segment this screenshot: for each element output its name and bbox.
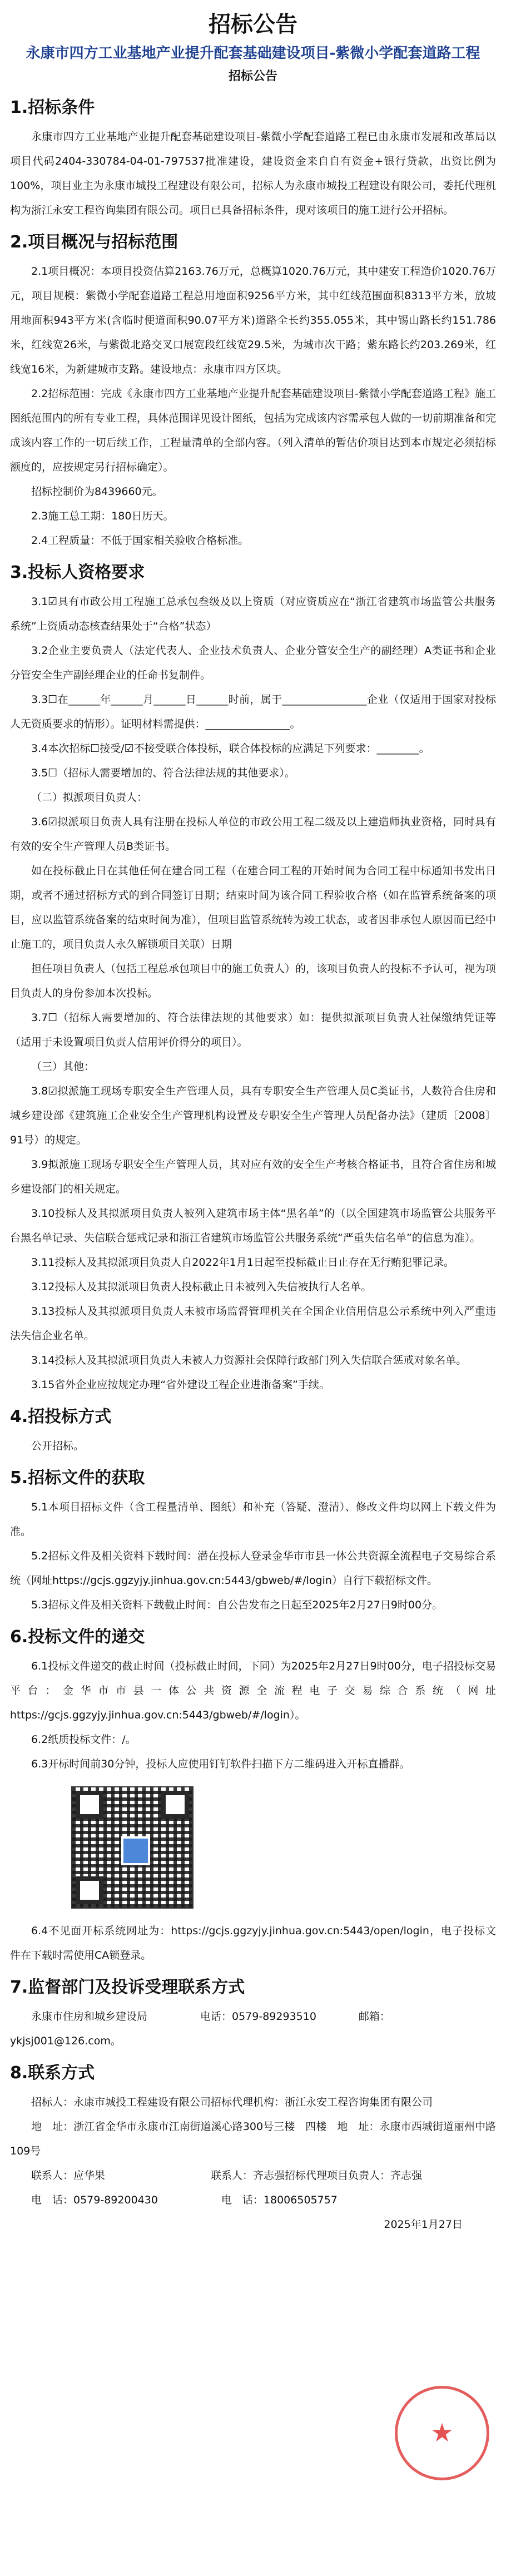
req-3-7: 3.7☐（招标人需要增加的、符合法律法规的其他要求）如：提供拟派项目负责人社保缴纳凭证等（适用于未设置项目负责人信用评价得分的项目）。 [10,1012,496,1048]
req-3-6-note2: 担任项目负责人（包括工程总承包项目中的施工负责人）的，该项目负责人的投标不予认可，视为项目负责人的身份参加本次投标。 [10,963,497,999]
contact-phone: 电 话：0579-89200430 电 话：18006505757 [31,2194,338,2206]
section-7-heading: 7.监督部门及投诉受理联系方式 [10,1978,245,1997]
section-1-text: 永康市四方工业基地产业提升配套基础建设项目-紫微小学配套道路工程已由永康市发展和改革局以项目代码2404-330784-04-01-797537批准建设，建设资金来自自有资金+银行贷款，出资比例为100%，项目业主为永康市城投工程建设有限公司，招标人为永康市城投工程建设有限公司，委托代理机构为浙江永安工程咨询集团有限公司。项目已具备招标条件，现对该项目的施工进行公开招标。 [10,131,496,216]
section-5-heading: 5.招标文件的获取 [10,1468,145,1488]
req-3-14: 3.14投标人及其拟派项目负责人未被人力资源社会保障行政部门列入失信联合惩戒对象名单。 [31,1354,467,1366]
req-3-9: 3.9拟派施工现场专职安全生产管理人员，其对应有效的安全生产考核合格证书，且符合省住房和城乡建设部门的相关规定。 [10,1158,496,1195]
submit-6-2: 6.2纸质投标文件：/。 [31,1733,136,1746]
req-3-6-note: 如在投标截止日在其他任何在建合同工程（在建合同工程的开始时间为合同工程中标通知书发出日期，或者不通过招标方式的到合同签订日期；结束时间为该合同工程验收合格（如在监管系统备案的项目，应以监管系统备案的结束时间为准），但项目监管系统转为竣工状态，或者因非承包人原因而已经中止施工的，项目负责人永久解锁项目关联）日期 [10,865,496,950]
page-title: 招标公告 [209,12,297,37]
submit-6-3: 6.3开标时间前30分钟，投标人应使用钉钉软件扫描下方二维码进入开标直播群。 [31,1758,410,1770]
project-subtitle: 永康市四方工业基地产业提升配套基础建设项目-紫微小学配套道路工程 [26,45,480,62]
tender-scope: 2.2招标范围：完成《永康市四方工业基地产业提升配套基础建设项目-紫微小学配套道路工程》施工图纸范围内的所有专业工程，具体范围详见设计图纸，包括为完成该内容需承包人做的一切前期准备和完成该内容工作的一切后续工作，工程量清单的全部内容。（列入清单的暂估价项目达到本市规定必须招标额度的，应按规定另行招标确定）。 [10,388,497,473]
section-8-heading: 8.联系方式 [10,2063,95,2083]
doc-5-1: 5.1本项目招标文件（含工程量清单、图纸）和补充（答疑、澄清）、修改文件均以网上下载文件为准。 [10,1501,496,1538]
req-3-4: 3.4本次招标☐接受/☑不接受联合体投标，联合体投标的应满足下列要求：________。 [31,742,430,755]
req-3-2: 3.2企业主要负责人（法定代表人、企业技术负责人、企业分管安全生产的副经理）A类证书和企业分管安全生产副经理企业的任命书复制件。 [10,645,496,681]
contact-parties: 招标人：永康市城投工程建设有限公司招标代理机构：浙江永安工程咨询集团有限公司 [31,2096,433,2108]
qr-finder-icon [76,1876,103,1904]
req-3-1: 3.1☑具有市政公用工程施工总承包叁级及以上资质（对应资质应在“浙江省建筑市场监管公共服务系统”上资质动态核查结果处于“合格”状态） [10,596,496,632]
section-3-heading: 3.投标人资格要求 [10,563,145,582]
announcement-subtitle: 招标公告 [228,70,277,83]
submit-6-4: 6.4不见面开标系统网址为：https://gcjs.ggzyjy.jinhua.gov.cn:5443/open/login，电子投标文件在下载时需使用CA锁登录。 [10,1925,496,1961]
dingtalk-qr-code[interactable] [71,1786,194,1909]
req-sub-3: （三）其他： [31,1061,95,1073]
seal-star-icon: ★ [430,2419,454,2447]
req-3-11: 3.11投标人及其拟派项目负责人自2022年1月1日起至投标截止日止存在无行贿犯罪记录。 [31,1256,454,1269]
duration: 2.3施工总工期：180日历天。 [31,510,174,522]
control-price: 招标控制价为8439660元。 [31,486,163,498]
req-3-6: 3.6☑拟派项目负责人具有注册在投标人单位的市政公用工程二级及以上建造师执业资格，同时具有有效的安全生产管理人员B类证书。 [10,816,496,853]
req-3-5: 3.5☐（招标人需要增加的、符合法律法规的其他要求）。 [31,767,295,779]
req-sub-2: （二）拟派项目负责人： [31,791,148,804]
dingtalk-logo-icon [121,1836,150,1865]
doc-5-3: 5.3招标文件及相关资料下载截止时间：自公告发布之日起至2025年2月27日9时00分。 [31,1599,443,1611]
req-3-13: 3.13投标人及其拟派项目负责人未被市场监督管理机关在全国企业信用信息公示系统中列入严重违法失信企业名单。 [10,1305,496,1342]
qr-finder-icon [76,1791,103,1819]
supervisor-email: ykjsj001@126.com。 [10,2035,121,2047]
req-3-3: 3.3☐在______年______月______日______时前，属于________________企业（仅适用于国家对投标人无资质要求的情形）。证明材料需提供：________________。 [10,693,496,730]
contact-person: 联系人：应华果 联系人：齐志强招标代理项目负责人：齐志强 [31,2169,423,2182]
quality: 2.4工程质量：不低于国家相关验收合格标准。 [31,534,249,547]
qr-finder-icon [161,1791,189,1819]
contact-address: 地 址：浙江省金华市永康市江南街道溪心路300号三楼 四楼 地 址：永康市西城街道丽州中路109号 [10,2121,496,2157]
doc-5-2: 5.2招标文件及相关资料下载时间：潜在投标人登录金华市市县一体公共资源全流程电子交易综合系统（网址https://gcjs.ggzyjy.jinhua.gov.cn:5443/gbweb/#/login）自行下载招标文件。 [10,1550,496,1587]
project-overview: 2.1项目概况：本项目投资估算2163.76万元，总概算1020.76万元，其中建安工程造价1020.76万元，项目规模：紫微小学配套道路工程总用地面积9256平方米，其中红线范围面积8313平方米，放坡用地面积943平方米(含临时便道面积90.07平方米)道路全长约355.055米，其中锡山路长约151.786米，红线宽26米，与紫微北路交叉口展宽段红线宽29.5米，为城市次干路；紫东路长约203.269米，红线宽16米，为新建城市支路。建设地点：永康市四方区块。 [10,265,496,375]
company-seal-stamp [395,2386,489,2480]
tender-method: 公开招标。 [31,1440,85,1452]
req-3-15: 3.15省外企业应按规定办理“省外建设工程企业进浙备案”手续。 [31,1379,330,1391]
req-3-8: 3.8☑拟派施工现场专职安全生产管理人员，具有专职安全生产管理人员C类证书，人数符合住房和城乡建设部《建筑施工企业安全生产管理机构设置及专职安全生产管理人员配备办法》（建质〔2008〕91号）的规定。 [10,1085,496,1146]
publish-date: 2025年1月27日 [384,2218,463,2231]
section-2-heading: 2.项目概况与招标范围 [10,232,178,252]
section-4-heading: 4.招投标方式 [10,1407,112,1426]
req-3-12: 3.12投标人及其拟派项目负责人投标截止日未被列入失信被执行人名单。 [31,1281,372,1293]
submit-6-1: 6.1投标文件递交的截止时间（投标截止时间，下同）为2025年2月27日9时00分，电子招投标交易平台：金华市市县一体公共资源全流程电子交易综合系统（网址https://gcjs.ggzyjy.jinhua.gov.cn:5443/gbweb/#/login）。 [10,1660,496,1721]
supervisor-line: 永康市住房和城乡建设局 电话：0579-89293510 邮箱： [31,2010,390,2023]
section-1-heading: 1.招标条件 [10,98,95,117]
section-6-heading: 6.投标文件的递交 [10,1627,145,1647]
req-3-10: 3.10投标人及其拟派项目负责人被列入建筑市场主体“黑名单”的（以全国建筑市场监管公共服务平台黑名单记录、失信联合惩戒记录和浙江省建筑市场监管公共服务系统“严重失信名单”的信息为准）。 [10,1207,496,1244]
